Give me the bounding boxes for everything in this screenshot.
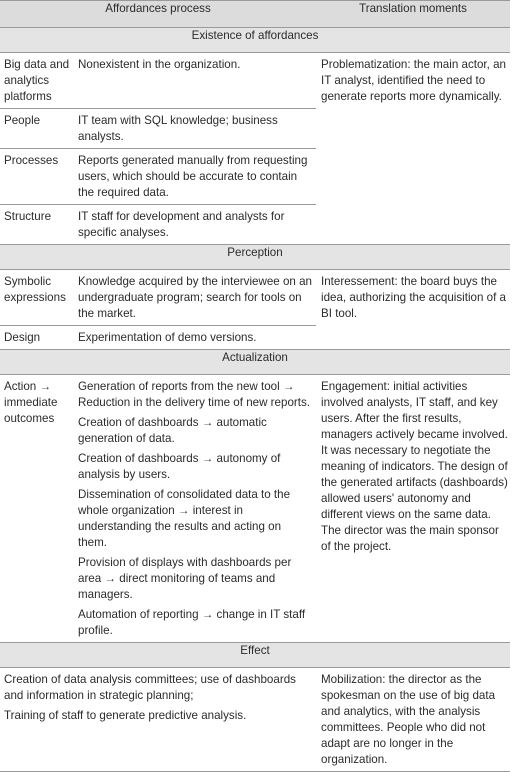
- list-item: Creation of data analysis committees; use of dashboards and information in strategic planning;: [4, 673, 296, 702]
- row-category: Symbolic expressions: [4, 275, 66, 304]
- section-header-row: [0, 350, 510, 375]
- row-description: Knowledge acquired by the interviewee on an undergraduate program; search for tools on the market.: [78, 275, 312, 320]
- section-header-row: [0, 28, 510, 53]
- header-translation-moments: Translation moments: [316, 1, 510, 28]
- translation-moment-problematization: Problematization: the main actor, an IT analyst, identified the need to generate reports more dynamically.: [321, 58, 506, 103]
- row-description: IT staff for development and analysts for specific analyses.: [74, 205, 316, 245]
- table-header-row: [0, 1, 510, 28]
- row-category: Processes: [0, 149, 74, 205]
- list-item: Training of staff to generate predictive analysis.: [4, 709, 247, 722]
- section-title-perception: Perception: [0, 245, 510, 270]
- row-description: IT team with SQL knowledge; business analysts.: [74, 109, 316, 149]
- translation-moment-interessement: Interessement: the board buys the idea, authorizing the acquisition of a BI tool.: [321, 275, 506, 320]
- list-item: Creation of dashboards → automatic generation of data.: [78, 416, 267, 445]
- row-category: Action → immediate outcomes: [4, 380, 58, 425]
- section-title-effect: Effect: [0, 643, 510, 668]
- section-header-row: [0, 643, 510, 668]
- section-header-row: [0, 245, 510, 270]
- table-row: [0, 668, 510, 772]
- row-category: Design: [0, 326, 74, 350]
- actualization-list: [74, 375, 316, 643]
- header-affordances-process: Affordances process: [0, 1, 316, 28]
- row-category: People: [0, 109, 74, 149]
- list-item: Dissemination of consolidated data to the whole organization → interest in understanding the results and acting on them.: [78, 488, 291, 549]
- translation-moment-engagement: Engagement: initial activities involved analysts, IT staff, and key users. After the first results, managers actively became involved. It was necessary to negotiate the meaning of indicators. The design of the generated artifacts (dashboards) allowed users' autonomy and different views on the same data. The director was the main sponsor of the project.: [321, 380, 508, 553]
- list-item: Automation of reporting → change in IT staff profile.: [78, 608, 306, 637]
- row-description: Nonexistent in the organization.: [78, 58, 241, 71]
- effect-list: [0, 668, 316, 772]
- table-row: [0, 270, 510, 326]
- row-category: Structure: [0, 205, 74, 245]
- translation-moment-mobilization: Mobilization: the director as the spokesman on the use of big data and analytics, with the analysis committees. People who did not adapt are no longer in the organization.: [316, 668, 510, 772]
- row-category: Big data and analytics platforms: [4, 58, 70, 103]
- list-item: Generation of reports from the new tool → Reduction in the delivery time of new reports.: [78, 380, 310, 409]
- row-description: Experimentation of demo versions.: [74, 326, 316, 350]
- section-title-existence: Existence of affordances: [0, 28, 510, 53]
- table-row: [0, 53, 510, 109]
- table-row: [0, 375, 510, 643]
- section-title-actualization: Actualization: [0, 350, 510, 375]
- row-description: Reports generated manually from requesting users, which should be accurate to contain the required data.: [74, 149, 316, 205]
- list-item: Creation of dashboards → autonomy of analysis by users.: [78, 452, 281, 481]
- list-item: Provision of displays with dashboards per area → direct monitoring of teams and managers.: [78, 556, 292, 601]
